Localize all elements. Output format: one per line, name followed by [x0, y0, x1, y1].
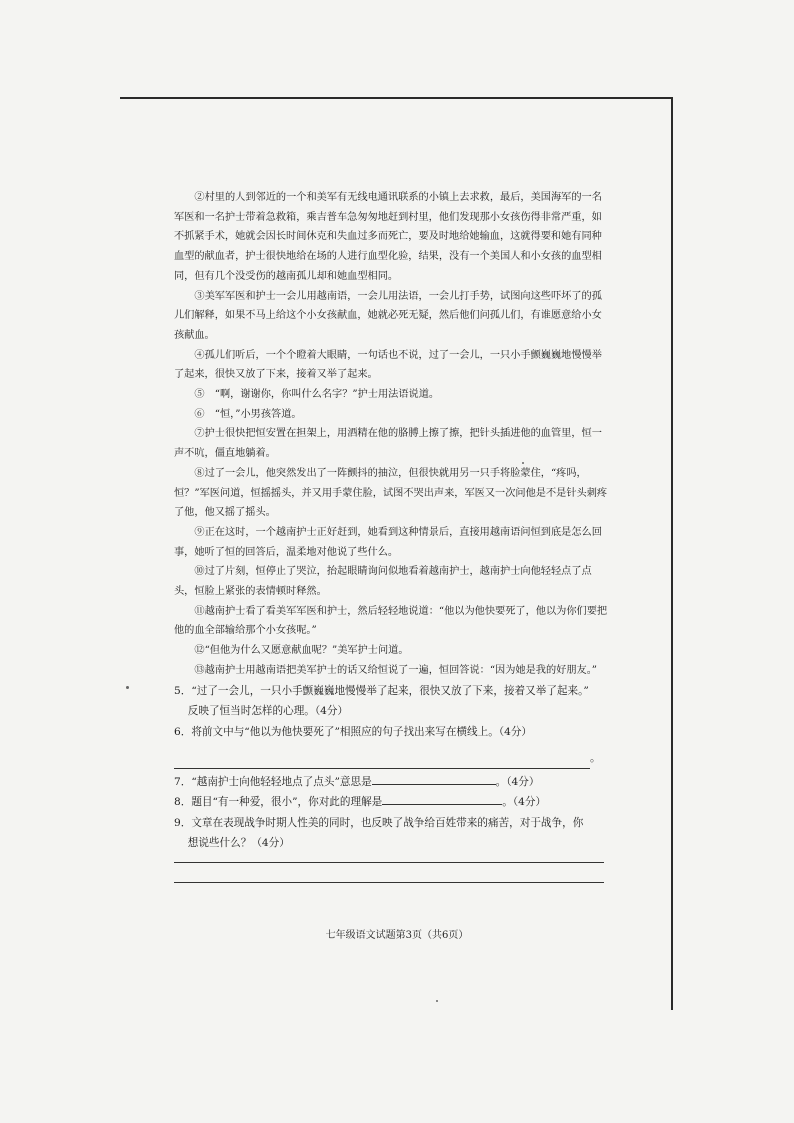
question-9-text: 9．文章在表现战争时期人性美的同时，也反映了战争给百姓带来的痛苦，对于战争，你	[174, 816, 584, 829]
passage-paragraph-12: ⑫“但他为什么又愿意献血呢？”美军护士问道。	[194, 645, 409, 657]
exam-page-content	[174, 188, 610, 883]
passage-paragraph-5: ⑤ “啊，谢谢你，你叫什么名字？”护士用法语说道。	[194, 389, 440, 401]
question-9-answer-line[interactable]	[174, 862, 604, 863]
question-5	[174, 681, 610, 722]
question-7-answer-blank[interactable]	[372, 774, 496, 785]
question-8-suffix: 。（4分）	[502, 796, 547, 809]
question-6-answer-line[interactable]	[174, 768, 590, 769]
passage-paragraph-7: ⑦护士很快把恒安置在担架上，用酒精在他的胳膊上擦了擦，把针头插进他的血管里，恒一声不吭，僵直地躺着。	[174, 428, 602, 460]
passage-paragraph-3: ③美军军医和护士一会儿用越南语，一会儿用法语，一会儿打手势，试图向这些吓坏了的孤儿们解释，如果不马上给这个小女孩献血，她就必死无疑，然后他们问孤儿们，有谁愿意给小女孩献血。	[174, 290, 602, 341]
question-7-prefix: 7．“越南护士向他轻轻地点了点头”意思是	[174, 775, 372, 788]
question-9-text-cont: 想说些什么？（4分）	[187, 837, 290, 850]
page-footer: 七年级语文试题第3页（共6页）	[325, 930, 469, 941]
passage-paragraph-13: ⑬越南护士用越南语把美军护士的话又给恒说了一遍，恒回答说：“因为她是我的好朋友。”	[194, 664, 598, 676]
question-5-text-cont: 反映了恒当时怎样的心理。（4分）	[187, 705, 349, 718]
passage-paragraph-4: ④孤儿们听后，一个个瞪着大眼睛，一句话也不说，过了一会儿，一只小手颤巍巍地慢慢举了起来，很快又放了下来，接着又举了起来。	[174, 349, 602, 381]
passage-paragraph-10: ⑩过了片刻，恒停止了哭泣，抬起眼睛询问似地看着越南护士，越南护士向他轻轻点了点头，恒脸上紧张的表情顿时释然。	[174, 566, 592, 598]
question-6-end-mark: 。	[590, 752, 601, 765]
question-6-text: 6．将前文中与“他以为他快要死了”相照应的句子找出来写在横线上。（4分）	[174, 725, 533, 738]
question-8-answer-blank[interactable]	[382, 794, 502, 805]
questions-section	[174, 681, 610, 883]
question-8-prefix: 8．题目“有一种爱，很小”，你对此的理解是	[174, 796, 383, 809]
scan-speck	[436, 1000, 438, 1002]
scan-speck	[126, 686, 129, 689]
passage-paragraph-6: ⑥ “恒，”小男孩答道。	[194, 408, 302, 420]
question-5-text: 5．“过了一会儿，一只小手颤巍巍地慢慢举了起来，很快又放了下来，接着又举了起来。”	[174, 684, 589, 697]
question-7	[174, 772, 610, 793]
reading-passage	[174, 188, 610, 681]
question-9-answer-line[interactable]	[174, 882, 604, 883]
passage-paragraph-9: ⑨正在这时，一个越南护士正好赶到，她看到这种情景后，直接用越南语问恒到底是怎么回事，她听了恒的回答后，温柔地对他说了些什么。	[174, 526, 602, 558]
passage-paragraph-11: ⑪越南护士看了看美军军医和护士，然后轻轻地说道：“他以为他快要死了，他以为你们要把他的血全部输给那个小女孩呢。”	[174, 605, 608, 637]
scan-frame-right-border	[671, 97, 673, 1010]
question-8	[174, 792, 610, 813]
question-7-suffix: 。（4分）	[495, 775, 540, 788]
passage-paragraph-8: ⑧过了一会儿，他突然发出了一阵颤抖的抽泣，但很快就用另一只手将脸蒙住，“疼吗，恒？”军医问道，恒摇摇头，并又用手蒙住脸，试图不哭出声来，军医又一次问他是不是针头刺疼了他，他又摇了摇头。	[174, 467, 608, 519]
passage-paragraph-2: ②村里的人到邻近的一个和美军有无线电通讯联系的小镇上去求救，最后，美国海军的一名军医和一名护士带着急救箱，乘吉普车急匆匆地赶到村里，他们发现那小女孩伤得非常严重，如不抓紧手术，她就会因长时间休克和失血过多而死亡，要及时地给她输血，这就得要和她有同种血型的献血者，护士很快地给在场的人进行血型化验，结果，没有一个美国人和小女孩的血型相同，但有几个没受伤的越南孤儿却和她血型相同。	[174, 192, 602, 282]
question-9	[174, 813, 610, 883]
scan-frame-top-border	[120, 97, 673, 99]
question-6	[174, 722, 610, 769]
